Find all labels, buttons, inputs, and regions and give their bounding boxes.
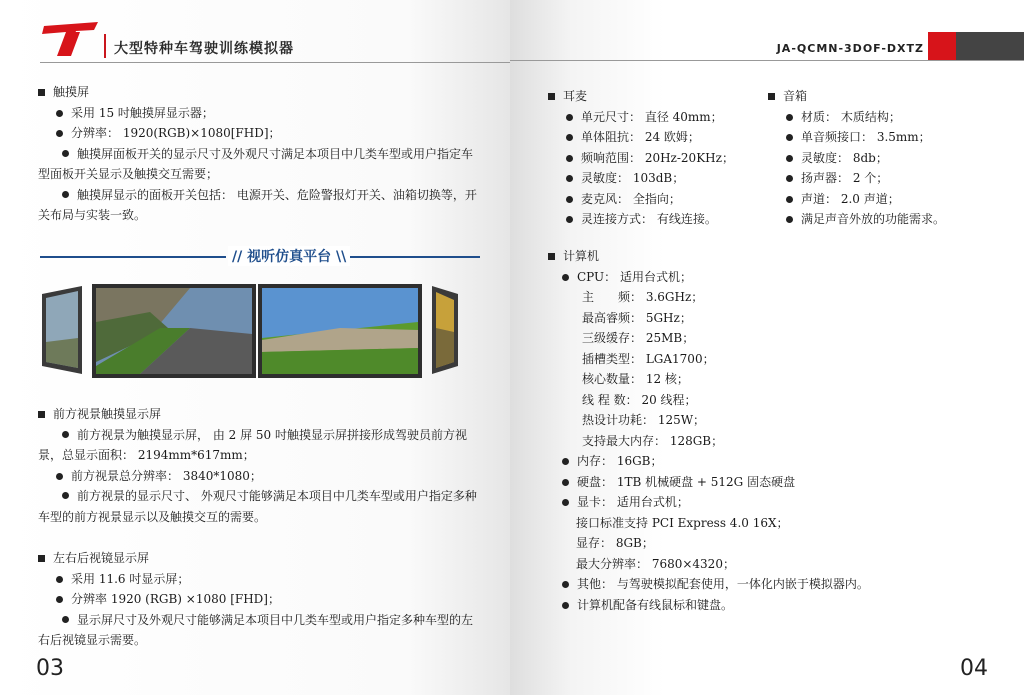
bullet-icon [562, 499, 569, 506]
spec-line: 三级缓存： 25MB； [582, 331, 695, 345]
banner-title: 视听仿真平台 [247, 249, 332, 265]
list-item: 材质： 木质结构； [768, 107, 998, 128]
list-item: 硬盘： 1TB 机械硬盘 + 512G 固态硬盘 [548, 472, 998, 493]
square-bullet-icon [38, 411, 45, 418]
list-item: 灵敏度： 8db； [768, 148, 998, 169]
list-item: 分辨率 1920 (RGB) ×1080 [FHD]； [38, 589, 478, 610]
spec-line: 接口标准支持 PCI Express 4.0 16X； [576, 515, 789, 530]
simulator-screens-image [40, 282, 460, 380]
list-item: 频响范围： 20Hz-20KHz； [548, 148, 768, 169]
list-item: 内存： 16GB； [548, 451, 998, 472]
square-bullet-icon [548, 253, 555, 260]
square-bullet-icon [38, 89, 45, 96]
header-title: 大型特种车驾驶训练模拟器 [114, 41, 294, 57]
gpu-spec-list [548, 513, 998, 575]
spec-line: 支持最大内存： 128GB； [582, 433, 724, 448]
bullet-icon [566, 216, 573, 223]
section-heading: 触摸屏 [38, 82, 478, 103]
bullet-icon [62, 191, 69, 198]
section-heading: 左右后视镜显示屏 [38, 548, 478, 569]
banner-rule-right [330, 256, 480, 258]
spec-line: 主 频： 3.6GHz； [582, 290, 704, 304]
paragraph: 前方视景的显示尺寸、 外观尺寸能够满足本项目中几类车型或用户指定多种车型的前方视景显示以及触摸交互的需要。 [38, 489, 477, 524]
spec-line: 核心数量： 12 核； [582, 372, 689, 386]
bullet-icon [562, 602, 569, 609]
left-page [0, 0, 510, 695]
bullet-icon [56, 473, 63, 480]
mirror-display-section [38, 548, 478, 651]
list-item: 采用 15 吋触摸屏显示器； [38, 103, 478, 124]
front-display-section [38, 404, 478, 527]
header-rule [510, 60, 1024, 61]
bullet-icon [786, 134, 793, 141]
company-logo-icon [40, 22, 100, 58]
paragraph: 前方视景为触摸显示屏， 由 2 屏 50 吋触摸显示屏拼接形成驾驶员前方视景，总显示面积： 2194mm*617mm； [38, 427, 467, 462]
page-number: 04 [960, 656, 988, 681]
square-bullet-icon [548, 93, 555, 100]
list-item: 计算机配备有线鼠标和键盘。 [548, 595, 998, 616]
bullet-icon [62, 150, 69, 157]
bullet-icon [562, 274, 569, 281]
bullet-icon [786, 155, 793, 162]
bullet-icon [566, 155, 573, 162]
list-item: 显卡： 适用台式机； [548, 492, 998, 513]
bullet-icon [56, 130, 63, 137]
bullet-icon [562, 479, 569, 486]
bullet-icon [562, 581, 569, 588]
header-separator [104, 34, 106, 58]
bullet-icon [56, 110, 63, 117]
spec-line: 插槽类型： LGA1700； [582, 351, 715, 366]
section-heading: 耳麦 [548, 86, 768, 107]
spec-line: 最大分辨率： 7680×4320； [576, 556, 735, 571]
bullet-icon [566, 114, 573, 121]
list-item: 扬声器： 2 个； [768, 168, 998, 189]
list-item: 满足声音外放的功能需求。 [768, 209, 998, 230]
bullet-icon [56, 596, 63, 603]
paragraph: 显示屏尺寸及外观尺寸能够满足本项目中几类车型或用户指定多种车型的左右后视镜显示需要。 [38, 612, 474, 647]
spec-line: 热设计功耗： 125W； [582, 413, 706, 427]
square-bullet-icon [768, 93, 775, 100]
speaker-section [768, 86, 998, 230]
bullet-icon [786, 114, 793, 121]
touchscreen-section [38, 82, 478, 226]
list-item: 分辨率： 1920(RGB)×1080[FHD]； [38, 123, 478, 144]
product-code: JA-QCMN-3DOF-DXTZ [776, 42, 924, 55]
list-item: 其他： 与驾驶模拟配套使用，一体化内嵌于模拟器内。 [548, 574, 998, 595]
section-heading: 音箱 [768, 86, 998, 107]
right-page [510, 0, 1024, 695]
square-bullet-icon [38, 555, 45, 562]
bullet-icon [786, 175, 793, 182]
header-rule [40, 62, 510, 63]
bullet-icon [562, 458, 569, 465]
bullet-icon [62, 616, 69, 623]
list-item: 单元尺寸： 直径 40mm； [548, 107, 768, 128]
spec-line: 线 程 数： 20 线程； [582, 392, 697, 407]
bullet-icon [786, 216, 793, 223]
bullet-icon [566, 196, 573, 203]
computer-section [548, 246, 998, 615]
bullet-icon [566, 175, 573, 182]
list-item: CPU： 适用台式机； [548, 267, 998, 288]
bullet-icon [786, 196, 793, 203]
header-dark-block [956, 32, 1024, 60]
cpu-spec-list [548, 287, 998, 451]
header-red-block [928, 32, 956, 60]
page-number: 03 [36, 656, 64, 681]
bullet-icon [62, 431, 69, 438]
bullet-icon [566, 134, 573, 141]
list-item: 麦克风： 全指向； [548, 189, 768, 210]
spec-line: 最高睿频： 5GHz； [582, 310, 692, 325]
spec-line: 显存： 8GB； [576, 536, 654, 550]
section-heading: 计算机 [548, 246, 998, 267]
paragraph: 触摸屏面板开关的显示尺寸及外观尺寸满足本项目中几类车型或用户指定车型面板开关显示及触摸交互需要； [38, 146, 474, 181]
banner-rule-left [40, 256, 226, 258]
bullet-icon [56, 576, 63, 583]
list-item: 灵敏度： 103dB； [548, 168, 768, 189]
list-item: 灵连接方式： 有线连接。 [548, 209, 768, 230]
list-item: 前方视景总分辨率： 3840*1080； [38, 466, 478, 487]
bullet-icon [62, 492, 69, 499]
paragraph: 触摸屏显示的面板开关包括： 电源开关、危险警报灯开关、油箱切换等，开关布局与实装一致。 [38, 187, 477, 222]
headset-section [548, 86, 768, 230]
list-item: 单体阻抗： 24 欧姆； [548, 127, 768, 148]
list-item: 单音频接口： 3.5mm； [768, 127, 998, 148]
list-item: 采用 11.6 吋显示屏； [38, 569, 478, 590]
section-banner: // 视听仿真平台 \\ [40, 246, 480, 268]
section-heading: 前方视景触摸显示屏 [38, 404, 478, 425]
list-item: 声道： 2.0 声道； [768, 189, 998, 210]
